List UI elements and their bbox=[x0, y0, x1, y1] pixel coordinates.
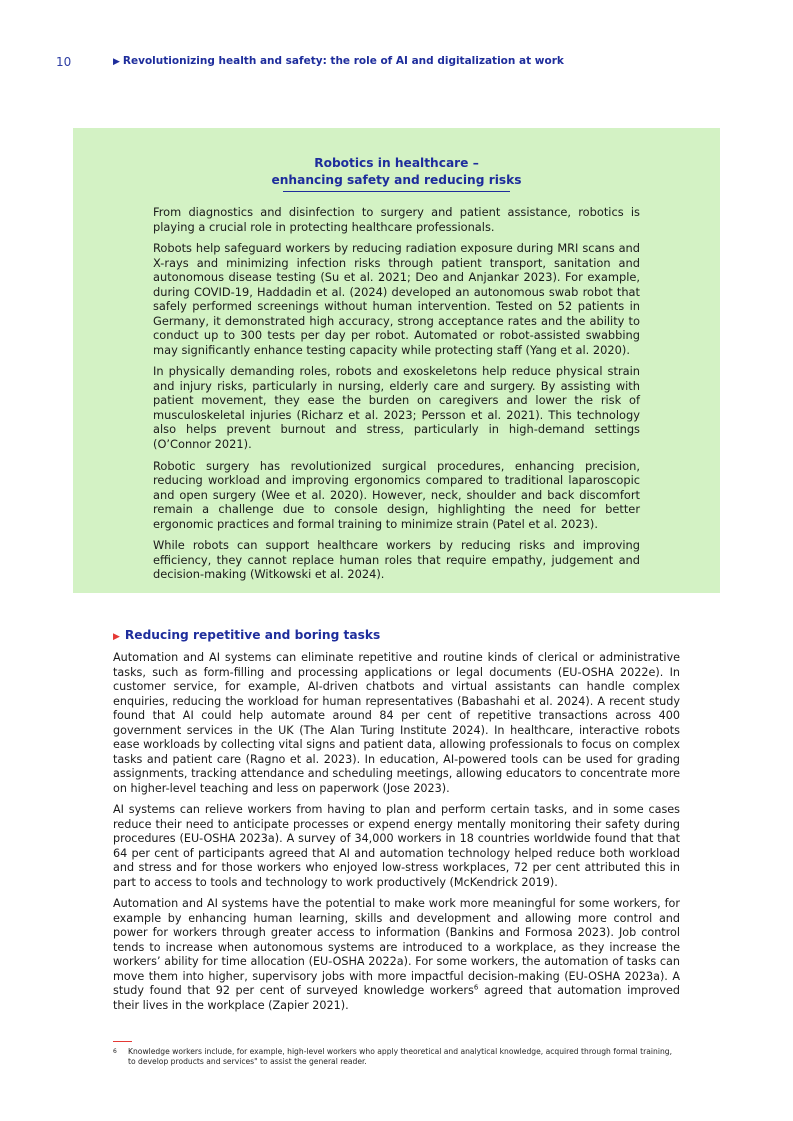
section-paragraph: Automation and AI systems can eliminate repetitive and routine kinds of clerical or administrative tasks, such as form-filling and processing applications or legal documents (EU-OSHA 2022e). In customer service, for example, AI-driven chatbots and virtual assistants can handle complex enquiries, reducing the workload for human representatives (Babashahi et al. 2024). A recent study found that AI could help automate around 84 per cent of repetitive transactions across 400 government services in the UK (The Alan Turing Institute 2024). In healthcare, interactive robots ease workloads by collecting vital signs and patient data, allowing professionals to focus on complex tasks and patient care (Ragno et al. 2023). In education, AI-powered tools can be used for grading assignments, tracking attendance and scheduling meetings, allowing educators to concentrate more on higher-level teaching and less on paperwork (Jose 2023). bbox=[113, 651, 680, 795]
footnote-divider bbox=[113, 1041, 132, 1042]
paragraph-text: agreed that automation improved their lives in the workplace (Zapier 2021). bbox=[113, 984, 680, 1012]
section-heading-text: Reducing repetitive and boring tasks bbox=[124, 628, 381, 642]
page-number: 10 bbox=[56, 55, 72, 69]
box-title-underline bbox=[283, 191, 510, 192]
section-body bbox=[113, 651, 680, 1013]
footnote bbox=[113, 1047, 680, 1067]
case-study-box bbox=[73, 128, 720, 593]
box-title-line-1: Robotics in healthcare – bbox=[314, 156, 479, 170]
footnote-reference[interactable]: 6 bbox=[473, 983, 479, 992]
footnote-text: Knowledge workers include, for example, high-level workers who apply theoretical and analytical knowledge, acquired through formal training, to develop products and services" to assist the general reader. bbox=[128, 1047, 672, 1066]
box-title bbox=[73, 155, 720, 189]
section-heading bbox=[113, 627, 680, 645]
box-paragraph: Robots help safeguard workers by reducing radiation exposure during MRI scans and X-rays and minimizing infection risks through patient transport, sanitation and autonomous disease testing (Su et al. 2021; Deo and Anjankar 2023). For example, during COVID-19, Haddadin et al. (2024) developed an autonomous swab robot that safely performed screenings without human intervention. Tested on 52 patients in Germany, it demonstrated high accuracy, strong acceptance rates and the ability to conduct up to 300 tests per day per robot. Automated or robot-assisted swabbing may significantly enhance testing capacity while protecting staff (Yang et al. 2020). bbox=[153, 241, 640, 357]
box-title-line-2: enhancing safety and reducing risks bbox=[271, 173, 522, 187]
play-triangle-icon: ▶ bbox=[113, 57, 120, 67]
running-header bbox=[113, 55, 564, 67]
box-body bbox=[153, 205, 640, 589]
section-repetitive-tasks bbox=[113, 627, 680, 1021]
section-paragraph: AI systems can relieve workers from having to plan and perform certain tasks, and in some cases reduce their need to anticipate processes or expend energy mentally monitoring their safety during procedures (EU-OSHA 2023a). A survey of 34,000 workers in 18 countries worldwide found that that 64 per cent of participants agreed that AI and automation technology helped reduce both workload and stress and for those workers who enjoyed low-stress workplaces, 72 per cent attributed this in part to access to tools and technology to work productively (McKendrick 2019). bbox=[113, 803, 680, 889]
footnote-number: 6 bbox=[113, 1048, 117, 1055]
box-paragraph: While robots can support healthcare workers by reducing risks and improving efficiency, they cannot replace human roles that require empathy, judgement and decision-making (Witkowski et al. 2024). bbox=[153, 538, 640, 582]
paragraph-text: Automation and AI systems have the potential to make work more meaningful for some workers, for example by enhancing human learning, skills and development and allowing more control and power for workers through greater access to information (Bankins and Formosa 2023). Job control tends to increase when autonomous systems are introduced to a workplace, as they increase the workers’ ability for time allocation (EU-OSHA 2022a). For some workers, the automation of tasks can move them into higher, supervisory jobs with more impactful decision-making (EU-OSHA 2023a). A study found that 92 per cent of surveyed knowledge workers bbox=[113, 897, 680, 998]
box-paragraph: Robotic surgery has revolutionized surgical procedures, enhancing precision, reducing workload and improving ergonomics compared to traditional laparoscopic and open surgery (Wee et al. 2020). However, neck, shoulder and back discomfort remain a challenge due to console design, highlighting the need for better ergonomic practices and formal training to minimize strain (Patel et al. 2023). bbox=[153, 458, 640, 531]
running-header-title: Revolutionizing health and safety: the role of AI and digitalization at work bbox=[122, 55, 564, 67]
box-paragraph: From diagnostics and disinfection to surgery and patient assistance, robotics is playing a crucial role in protecting healthcare professionals. bbox=[153, 205, 640, 234]
play-triangle-icon: ▶ bbox=[113, 632, 120, 642]
box-paragraph: In physically demanding roles, robots and exoskeletons help reduce physical strain and injury risks, particularly in nursing, elderly care and surgery. By assisting with patient movement, they ease the burden on caregivers and lower the risk of musculoskeletal injuries (Richarz et al. 2023; Persson et al. 2021). This technology also helps prevent burnout and stress, particularly in high-demand settings (O’Connor 2021). bbox=[153, 364, 640, 451]
section-paragraph bbox=[113, 897, 680, 1013]
